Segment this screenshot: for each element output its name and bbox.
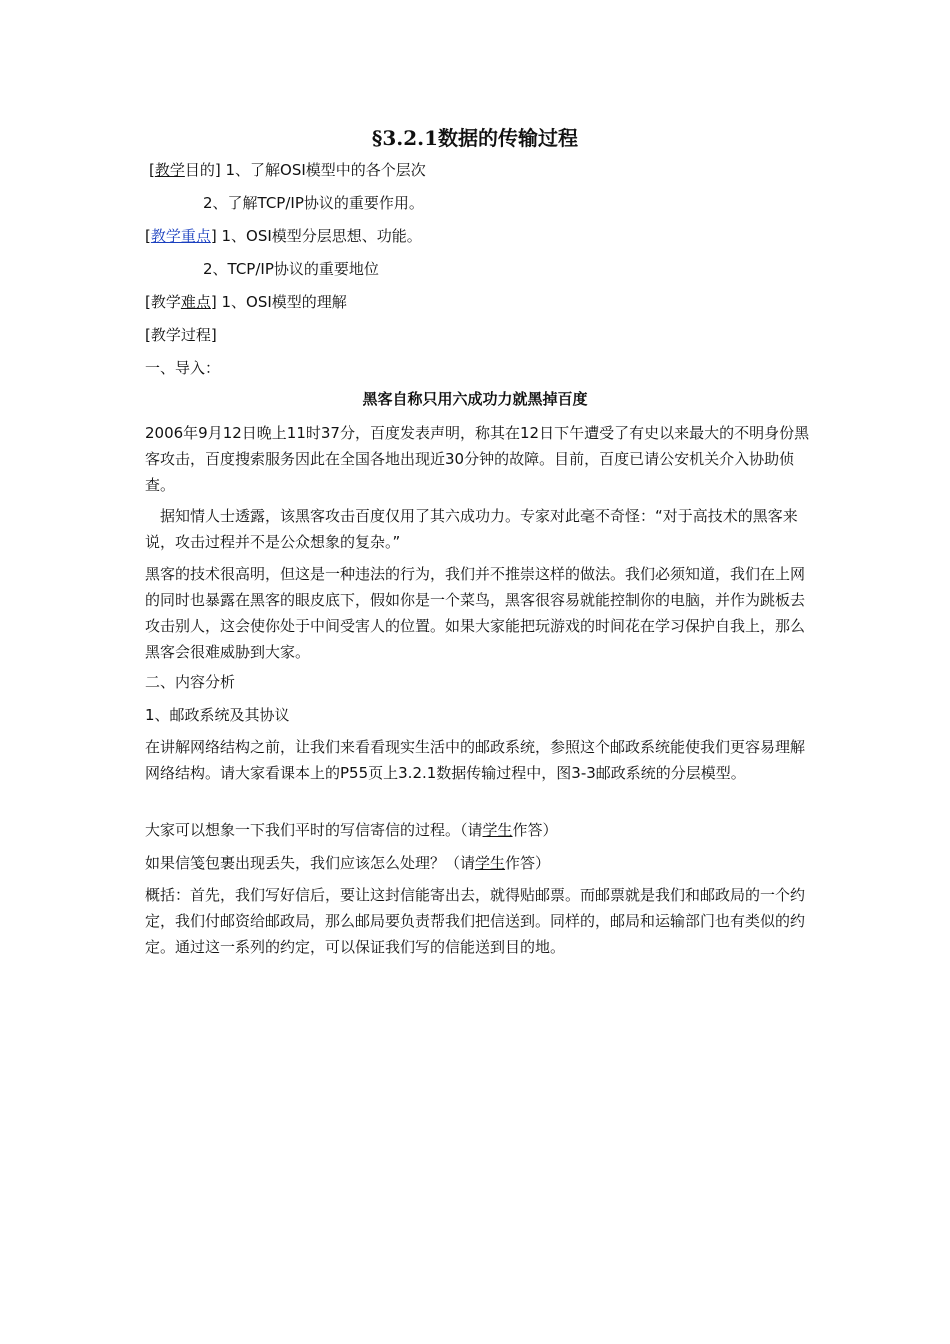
- section-content-heading: 二、内容分析: [145, 673, 236, 691]
- keypoints-item-2: 2、TCP/IP协议的重要地位: [203, 260, 379, 278]
- difficulty-line: [145, 289, 347, 315]
- question-2-underlined: 学生: [475, 854, 506, 872]
- news-paragraph-1: 2006年9月12日晚上11时37分，百度发表声明，称其在12日下午遭受了有史以来最大的不明身份黑客攻击，百度搜索服务因此在全国各地出现近30分钟的故障。目前，百度已请公安机关介入协助侦查。: [145, 424, 810, 494]
- difficulty-item-1: 1、OSI模型的理解: [216, 293, 347, 311]
- question-1-underlined: 学生: [482, 821, 513, 839]
- objectives-bracket: [: [149, 161, 155, 179]
- process-label: [教学过程]: [145, 326, 217, 344]
- keypoints-label-link[interactable]: 教学重点: [150, 227, 211, 245]
- objectives-item-2: 2、了解TCP/IP协议的重要作用。: [203, 194, 424, 212]
- difficulty-label-underlined: 难点: [180, 293, 211, 311]
- objectives-item-1: 1、了解OSI模型中的各个层次: [220, 161, 426, 179]
- commentary-paragraph: 黑客的技术很高明，但这是一种违法的行为，我们并不推崇这样的做法。我们必须知道，我们在上网的同时也暴露在黑客的眼皮底下，假如你是一个菜鸟，黑客很容易就能控制你的电脑，并作为跳板去攻击别人，这会使你处于中间受害人的位置。如果大家能把玩游戏的时间花在学习保护自我上，那么黑客会很难威胁到大家。: [145, 565, 806, 661]
- keypoints-bracket-close: ]: [210, 227, 217, 245]
- question-1-end: 作答）: [512, 821, 558, 839]
- subsection-postal-heading: 1、邮政系统及其协议: [145, 706, 290, 724]
- objectives-line-1: [149, 157, 426, 183]
- difficulty-label-pre: [教学: [145, 293, 181, 311]
- news-title: 黑客自称只用六成功力就黑掉百度: [362, 390, 588, 408]
- objectives-label-underlined: 教学: [154, 161, 185, 179]
- postal-paragraph: 在讲解网络结构之前，让我们来看看现实生活中的邮政系统，参照这个邮政系统能使我们更容易理解网络结构。请大家看课本上的P55页上3.2.1数据传输过程中，图3-3邮政系统的分层模型。: [145, 738, 806, 782]
- keypoints-item-1: 1、OSI模型分层思想、功能。: [216, 227, 422, 245]
- section-intro-heading: 一、导入：: [145, 359, 221, 377]
- question-2-text: 如果信笺包裹出现丢失，我们应该怎么处理？（请: [145, 854, 476, 872]
- difficulty-label-post: ]: [210, 293, 217, 311]
- question-1-text: 大家可以想象一下我们平时的写信寄信的过程。（请: [145, 821, 483, 839]
- page-title: §3.2.1数据的传输过程: [371, 126, 579, 150]
- question-1: [145, 817, 558, 843]
- summary-paragraph: 概括：首先，我们写好信后，要让这封信能寄出去，就得贴邮票。而邮票就是我们和邮政局的一个约定，我们付邮资给邮政局，那么邮局要负责帮我们把信送到。同样的，邮局和运输部门也有类似的约定。通过这一系列的约定，可以保证我们写的信能送到目的地。: [145, 886, 806, 956]
- question-2: [145, 850, 550, 876]
- keypoints-bracket-open: [: [145, 227, 151, 245]
- objectives-label: 目的]: [184, 161, 221, 179]
- keypoints-line-1: [145, 223, 422, 249]
- question-2-end: 作答）: [505, 854, 551, 872]
- news-paragraph-2: 据知情人士透露，该黑客攻击百度仅用了其六成功力。专家对此毫不奇怪：“对于高技术的黑客来说，攻击过程并不是公众想象的复杂。”: [145, 507, 798, 551]
